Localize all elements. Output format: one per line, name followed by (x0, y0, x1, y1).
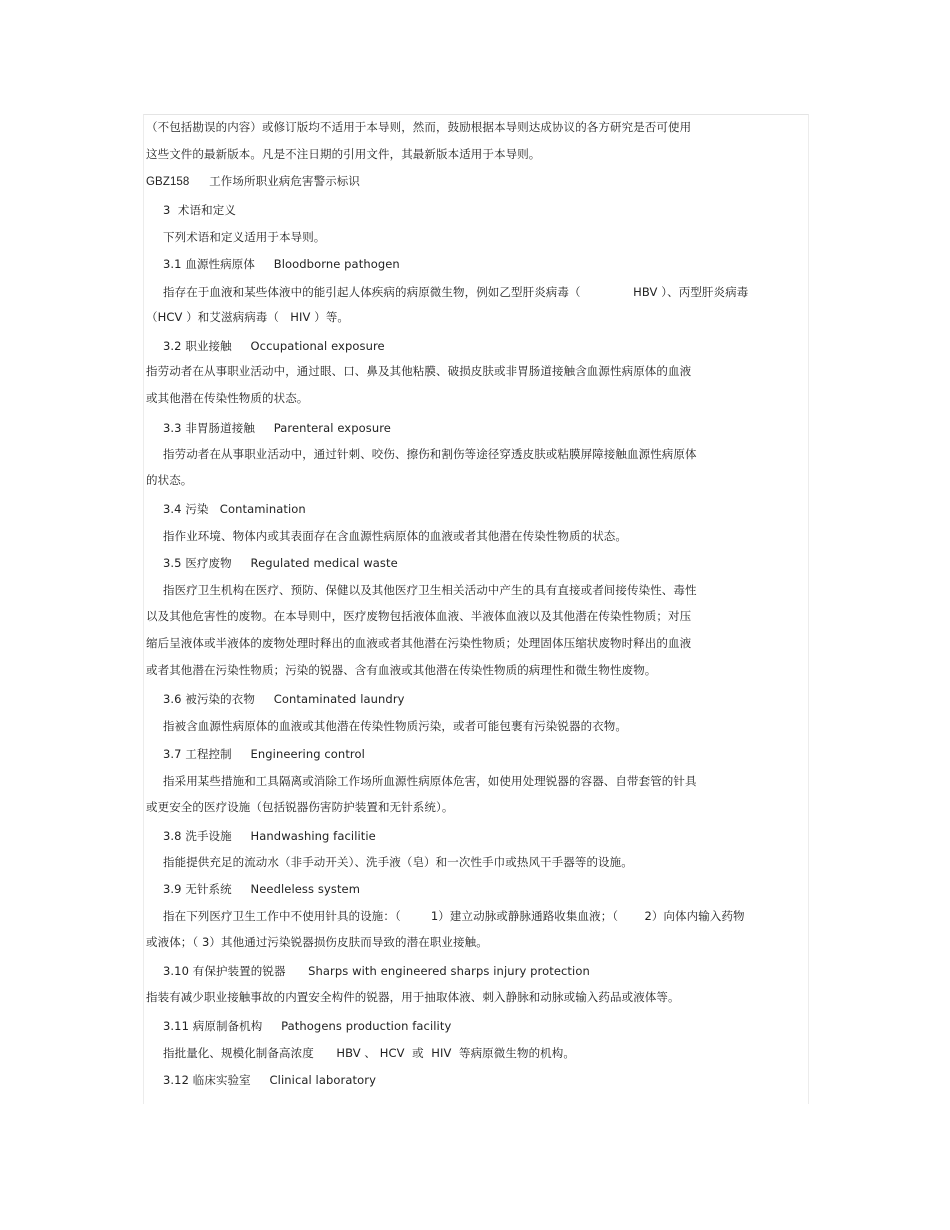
term-heading: 3.5 医疗废物 Regulated medical waste (163, 556, 398, 570)
text-line: 以及其他危害性的废物。在本导则中，医疗废物包括液体血液、半液体血液以及其他潜在传染性物质；对压 (146, 609, 692, 623)
text-line: 指采用某些措施和工具隔离或消除工作场所血源性病原体危害，如使用处理锐器的容器、自带套管的针具 (163, 774, 697, 788)
text-line: 指劳动者在从事职业活动中，通过眼、口、鼻及其他粘膜、破损皮肤或非胃肠道接触含血源性病原体的血液 (146, 364, 692, 378)
text-line: 或者其他潜在污染性物质；污染的锐器、含有血液或其他潜在传染性物质的病理性和微生物性废物。 (146, 663, 657, 677)
term-heading: 3.11 病原制备机构 Pathogens production facility (163, 1019, 452, 1033)
term-heading: 3.12 临床实验室 Clinical laboratory (163, 1073, 376, 1087)
text-line: 指存在于血液和某些体液中的能引起人体疾病的病原微生物，例如乙型肝炎病毒（ HBV ）、丙型肝炎病毒 (163, 285, 749, 299)
text-line: 的状态。 (146, 473, 193, 487)
text-line: 下列术语和定义适用于本导则。 (163, 230, 326, 244)
text-line: 指装有减少职业接触事故的内置安全构件的锐器，用于抽取体液、刺入静脉和动脉或输入药品或液体等。 (146, 990, 680, 1004)
text-line: 或液体；（ 3）其他通过污染锐器损伤皮肤而导致的潜在职业接触。 (146, 935, 488, 949)
text-line: 指在下列医疗卫生工作中不使用针具的设施：（ 1）建立动脉或静脉通路收集血液；（ 2）向体内输入药物 (163, 909, 745, 923)
text-line: 指批量化、规模化制备高浓度 HBV 、 HCV 或 HIV 等病原微生物的机构。 (163, 1046, 575, 1060)
term-heading: 3.8 洗手设施 Handwashing facilitie (163, 829, 376, 843)
text-line: 指作业环境、物体内或其表面存在含血源性病原体的血液或者其他潜在传染性物质的状态。 (163, 529, 627, 543)
term-heading: 3.3 非胃肠道接触 Parenteral exposure (163, 421, 391, 435)
reference-gbz158: GBZ158 工作场所职业病危害警示标识 (146, 176, 360, 188)
term-heading: 3.9 无针系统 Needleless system (163, 882, 361, 896)
text-line: 指被含血源性病原体的血液或其他潜在传染性物质污染，或者可能包裹有污染锐器的衣物。 (163, 719, 627, 733)
text-line: 指劳动者在从事职业活动中，通过针刺、咬伤、擦伤和割伤等途径穿透皮肤或粘膜屏障接触血源性病原体 (163, 447, 697, 461)
text-line: 指医疗卫生机构在医疗、预防、保健以及其他医疗卫生相关活动中产生的具有直接或者间接传染性、毒性 (163, 583, 697, 597)
text-line: 缩后呈液体或半液体的废物处理时释出的血液或者其他潜在污染性物质；处理固体压缩状废物时释出的血液 (146, 636, 692, 650)
term-heading: 3.10 有保护装置的锐器 Sharps with engineered sharps injury protection (163, 964, 590, 978)
text-line: （不包括勘误的内容）或修订版均不适用于本导则，然而，鼓励根据本导则达成协议的各方研究是否可使用 (146, 120, 692, 134)
text-line: 指能提供充足的流动水（非手动开关）、洗手液（皂）和一次性手巾或热风干手器等的设施。 (163, 855, 633, 869)
text-line: （HCV ）和艾滋病病毒（ HIV ）等。 (146, 310, 350, 324)
term-heading: 3.4 污染 Contamination (163, 502, 306, 516)
text-line: 这些文件的最新版本。凡是不注日期的引用文件，其最新版本适用于本导则。 (146, 147, 541, 161)
term-heading: 3.1 血源性病原体 Bloodborne pathogen (163, 257, 400, 271)
term-heading: 3.7 工程控制 Engineering control (163, 747, 365, 761)
term-heading: 3.6 被污染的衣物 Contaminated laundry (163, 692, 405, 706)
section-heading: 3 术语和定义 (163, 203, 236, 217)
term-heading: 3.2 职业接触 Occupational exposure (163, 339, 385, 353)
text-line: 或其他潜在传染性物质的状态。 (146, 391, 309, 405)
text-line: 或更安全的医疗设施（包括锐器伤害防护装置和无针系统）。 (146, 800, 454, 814)
